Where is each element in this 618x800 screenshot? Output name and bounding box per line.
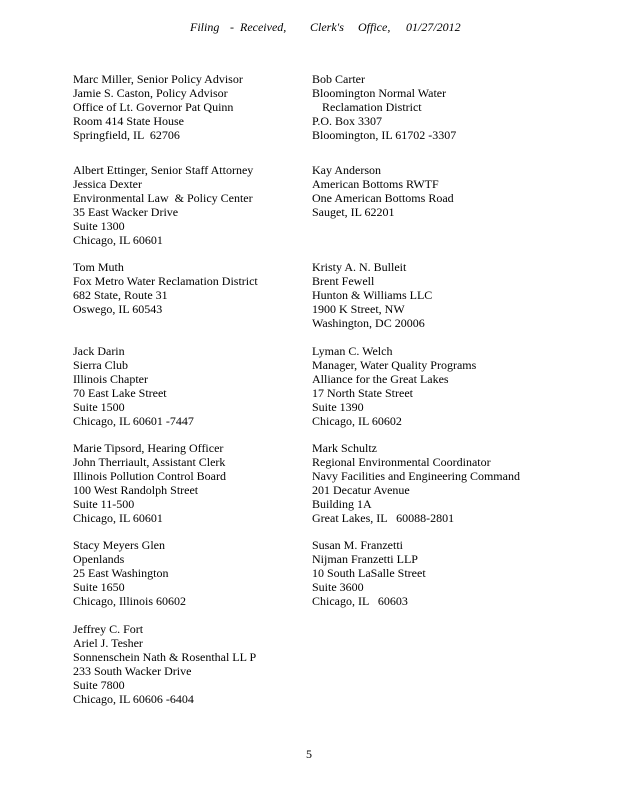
address-line: Suite 7800	[73, 678, 125, 692]
address-line: Marie Tipsord, Hearing Officer	[73, 441, 224, 455]
address-block	[312, 260, 432, 330]
address-line: 201 Decatur Avenue	[312, 483, 410, 497]
address-block	[312, 344, 476, 428]
address-block	[312, 538, 426, 608]
address-line: Regional Environmental Coordinator	[312, 455, 491, 469]
address-line: Jamie S. Caston, Policy Advisor	[73, 86, 228, 100]
address-line: Sauget, IL 62201	[312, 205, 395, 219]
address-line: Suite 11-500	[73, 497, 135, 511]
page-number: 5	[306, 747, 312, 761]
address-line: 10 South LaSalle Street	[312, 566, 426, 580]
address-line: 25 East Washington	[73, 566, 169, 580]
address-line: 682 State, Route 31	[73, 288, 168, 302]
address-line: Reclamation District	[322, 100, 422, 114]
address-line: Hunton & Williams LLC	[312, 288, 433, 302]
address-line: Bob Carter	[312, 72, 365, 86]
address-line: One American Bottoms Road	[312, 191, 454, 205]
address-line: 1900 K Street, NW	[312, 302, 405, 316]
address-line: Tom Muth	[73, 260, 124, 274]
address-line: Jessica Dexter	[73, 177, 142, 191]
address-line: Brent Fewell	[312, 274, 375, 288]
address-line: Openlands	[73, 552, 125, 566]
address-line: Sonnenschein Nath & Rosenthal LL P	[73, 650, 257, 664]
address-line: Sierra Club	[73, 358, 128, 372]
address-line: 35 East Wacker Drive	[73, 205, 179, 219]
address-line: Lyman C. Welch	[312, 344, 393, 358]
address-line: Mark Schultz	[312, 441, 377, 455]
address-line: Oswego, IL 60543	[73, 302, 163, 316]
address-line: Washington, DC 20006	[312, 316, 425, 330]
address-line: Suite 1500	[73, 400, 125, 414]
address-line: Chicago, IL 60602	[312, 414, 402, 428]
address-line: Environmental Law & Policy Center	[73, 191, 253, 205]
address-line: Suite 1390	[312, 400, 364, 414]
address-block	[73, 538, 186, 608]
address-line: Chicago, IL 60603	[312, 594, 408, 608]
address-line: Chicago, IL 60601 -7447	[73, 414, 194, 428]
address-block	[73, 344, 194, 428]
address-line: Bloomington Normal Water	[312, 86, 447, 100]
address-line: Alliance for the Great Lakes	[312, 372, 449, 386]
address-line: John Therriault, Assistant Clerk	[73, 455, 226, 469]
header-office: Office,	[358, 20, 391, 34]
address-line: Jeffrey C. Fort	[73, 622, 144, 636]
address-block	[312, 163, 454, 219]
filing-header	[0, 20, 618, 38]
address-block	[312, 72, 456, 142]
address-line: Springfield, IL 62706	[73, 128, 180, 142]
address-line: Bloomington, IL 61702 -3307	[312, 128, 457, 142]
address-block	[73, 622, 256, 706]
address-line: Albert Ettinger, Senior Staff Attorney	[73, 163, 254, 177]
address-line: 17 North State Street	[312, 386, 413, 400]
address-line: Chicago, IL 60606 -6404	[73, 692, 194, 706]
address-line: Ariel J. Tesher	[73, 636, 143, 650]
address-line: Room 414 State House	[73, 114, 184, 128]
address-line: Illinois Pollution Control Board	[73, 469, 227, 483]
address-line: Jack Darin	[73, 344, 125, 358]
address-line: Susan M. Franzetti	[312, 538, 403, 552]
address-line: Marc Miller, Senior Policy Advisor	[73, 72, 243, 86]
header-received: - Received,	[230, 20, 287, 34]
address-line: Great Lakes, IL 60088-2801	[312, 511, 455, 525]
address-line: American Bottoms RWTF	[312, 177, 439, 191]
address-line: Navy Facilities and Engineering Command	[312, 469, 520, 483]
address-line: Chicago, IL 60601	[73, 233, 163, 247]
header-filing: Filing	[190, 20, 220, 34]
address-line: Office of Lt. Governor Pat Quinn	[73, 100, 234, 114]
address-line: Nijman Franzetti LLP	[312, 552, 418, 566]
address-line: Suite 3600	[312, 580, 364, 594]
address-block	[73, 441, 226, 525]
address-line: Suite 1300	[73, 219, 125, 233]
address-line: P.O. Box 3307	[312, 114, 383, 128]
address-line: Chicago, Illinois 60602	[73, 594, 186, 608]
address-line: Manager, Water Quality Programs	[312, 358, 477, 372]
address-block	[73, 260, 258, 316]
header-clerks: Clerk's	[310, 20, 344, 34]
address-block	[73, 72, 243, 142]
address-line: Suite 1650	[73, 580, 125, 594]
address-line: 70 East Lake Street	[73, 386, 167, 400]
address-line: Kristy A. N. Bulleit	[312, 260, 407, 274]
address-block	[73, 163, 253, 247]
address-line: Stacy Meyers Glen	[73, 538, 165, 552]
address-line: Illinois Chapter	[73, 372, 148, 386]
address-line: Kay Anderson	[312, 163, 381, 177]
address-block	[312, 441, 520, 525]
address-line: Chicago, IL 60601	[73, 511, 163, 525]
address-line: Fox Metro Water Reclamation District	[73, 274, 258, 288]
address-line: 100 West Randolph Street	[73, 483, 199, 497]
address-line: Building 1A	[312, 497, 372, 511]
address-line: 233 South Wacker Drive	[73, 664, 192, 678]
header-date: 01/27/2012	[406, 20, 461, 34]
